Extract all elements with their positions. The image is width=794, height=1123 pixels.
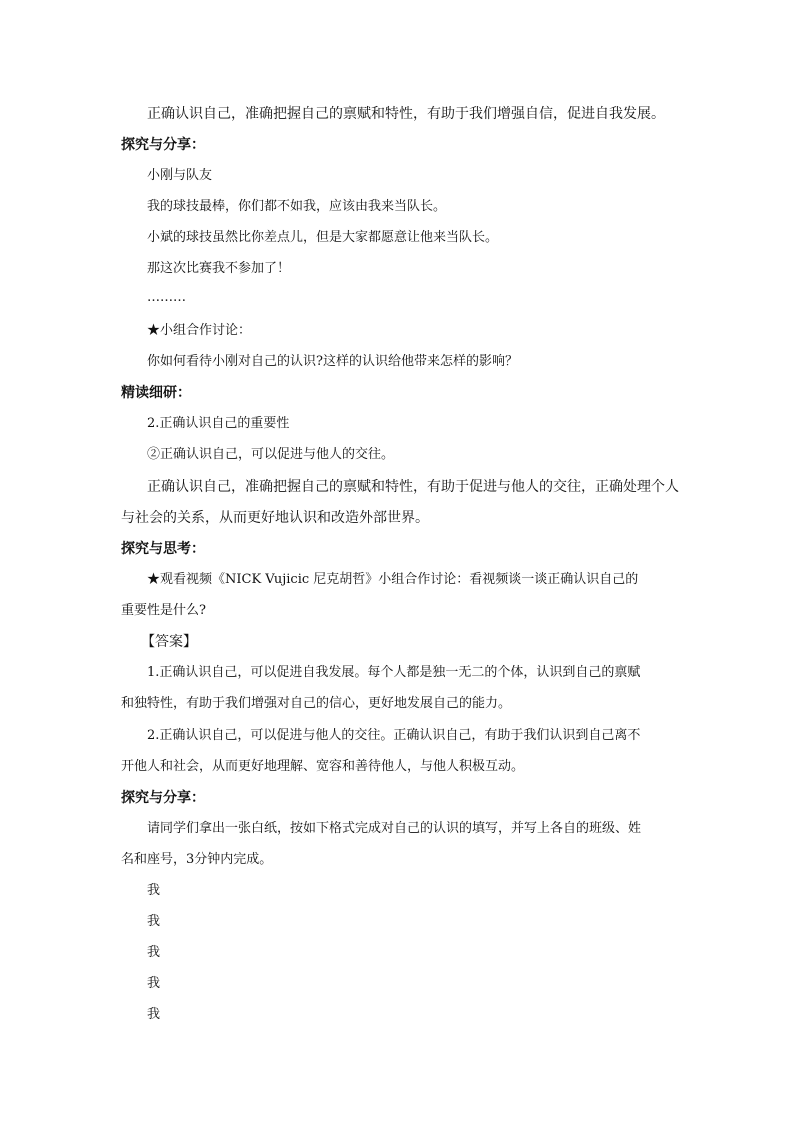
story-line: 小斌的球技虽然比你差点儿，但是大家都愿意让他来当队长。: [147, 230, 499, 245]
story-line: 我的球技最棒，你们都不如我，应该由我来当队长。: [147, 199, 447, 214]
point-title: 2.正确认识自己的重要性: [147, 416, 290, 431]
instruction-text: 请同学们拿出一张白纸，按如下格式完成对自己的认识的填写，并写上各自的班级、姓: [147, 821, 642, 836]
answer-text: 和独特性，有助于我们增强对自己的信心，更好地发展自己的能力。: [121, 696, 512, 711]
story-ellipsis: ………: [147, 290, 186, 305]
explanation-paragraph: 与社会的关系，从而更好地认识和改造外部世界。: [121, 510, 429, 526]
answer-label: 【答案】: [141, 634, 197, 650]
section-heading-explore-share-2: 探究与分享：: [121, 790, 205, 806]
group-discussion-label: ★小组合作讨论：: [147, 323, 252, 338]
video-task: ★观看视频《NICK Vujicic 尼克胡哲》小组合作讨论：看视频谈一谈正确认识自己的: [147, 572, 639, 587]
answer-text: 开他人和社会，从而更好地理解、宽容和善待他人，与他人积极互动。: [121, 759, 525, 774]
intro-paragraph: 正确认识自己，准确把握自己的禀赋和特性，有助于我们增强自信，促进自我发展。: [147, 106, 665, 122]
video-task: 重要性是什么?: [121, 603, 206, 618]
section-heading-close-reading: 精读细研：: [121, 385, 191, 401]
instruction-text: 名和座号，3分钟内完成。: [121, 852, 273, 867]
fill-line: 我: [147, 1007, 161, 1022]
fill-line: 我: [147, 914, 161, 929]
fill-line: 我: [147, 883, 161, 898]
fill-line: 我: [147, 976, 161, 991]
answer-text: 1.正确认识自己，可以促进自我发展。每个人都是独一无二的个体，认识到自己的禀赋: [147, 665, 641, 680]
story-title: 小刚与队友: [147, 168, 213, 183]
sub-point: ②正确认识自己，可以促进与他人的交往。: [147, 447, 395, 462]
section-heading-explore-think: 探究与思考：: [121, 541, 205, 557]
fill-line: 我: [147, 945, 161, 960]
answer-text: 2.正确认识自己，可以促进与他人的交往。正确认识自己，有助于我们认识到自己离不: [147, 728, 641, 743]
story-line: 那这次比赛我不参加了！: [147, 261, 291, 276]
explanation-paragraph: 正确认识自己，准确把握自己的禀赋和特性，有助于促进与他人的交往，正确处理个人: [147, 479, 679, 495]
section-heading-explore-share: 探究与分享：: [121, 137, 205, 153]
discussion-question: 你如何看待小刚对自己的认识?这样的认识给他带来怎样的影响？: [147, 354, 518, 369]
